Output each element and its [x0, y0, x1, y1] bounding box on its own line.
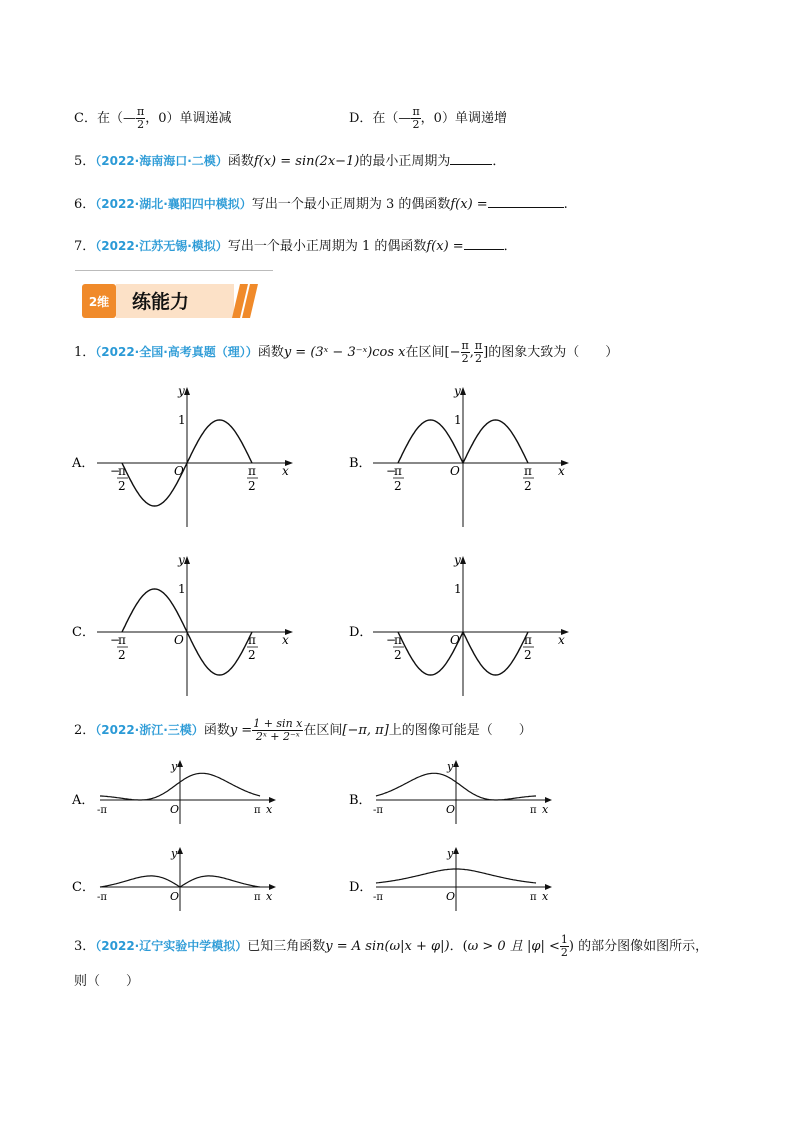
- math-expression: y = A sin(ω|x + φ|): [325, 939, 450, 955]
- tick-label-neg-pi: -π: [373, 805, 383, 816]
- option-c: [74, 106, 231, 131]
- y-axis-label: y: [171, 760, 178, 773]
- y-axis-arrow-icon: [177, 760, 183, 767]
- y-axis-arrow-icon: [460, 387, 466, 395]
- interval: [−π, π]: [342, 723, 389, 739]
- x-axis-label: x: [542, 890, 549, 903]
- question-text: 写出一个最小正周期为 3 的偶函数: [251, 197, 451, 212]
- tick-label-neg-pi: π: [394, 633, 402, 647]
- question-text: 的图象大致为（ ）: [488, 345, 619, 361]
- banner-stripes-icon: [228, 284, 258, 318]
- question-source: （2022·江苏无锡·模拟）: [95, 239, 228, 253]
- question-number: 1．: [74, 345, 96, 361]
- option-d-suffix: ，0）单调递增: [420, 111, 507, 127]
- option-c-prefix: C．在（—: [74, 111, 136, 127]
- tick-label-neg-pi: -π: [373, 892, 383, 903]
- question-source: （2022·海南海口·二模）: [95, 154, 228, 168]
- tick-label-two: 2: [394, 479, 402, 493]
- problem-2-graphs: [0, 752, 794, 917]
- interval-bracket: [−: [444, 345, 461, 361]
- tick-label-pi: π: [530, 892, 537, 903]
- frac-num: 1: [560, 933, 568, 946]
- x-axis-label: x: [542, 803, 549, 816]
- option-d: [349, 106, 507, 131]
- answer-blank[interactable]: [488, 195, 564, 208]
- frac-num: π: [461, 339, 469, 352]
- tick-label-one: 1: [454, 413, 462, 427]
- math-condition: ω > 0 且 |φ| <: [467, 939, 560, 955]
- y-axis-label: y: [178, 384, 185, 398]
- question-number: 5．: [74, 154, 96, 169]
- tick-label-pi: π: [530, 805, 537, 816]
- frac-den: 2: [474, 352, 482, 366]
- y-axis-arrow-icon: [453, 760, 459, 767]
- x-axis-label: x: [282, 633, 289, 647]
- question-number: 2．: [74, 723, 96, 739]
- question-7: [74, 235, 517, 254]
- frac-num: π: [474, 339, 483, 352]
- tick-label-two: 2: [118, 648, 126, 662]
- question-text: ．(: [449, 939, 468, 955]
- y-axis-label: y: [447, 847, 454, 860]
- fraction: [560, 934, 569, 959]
- origin-label: O: [174, 633, 184, 647]
- tick-label-neg-pi: -π: [97, 805, 107, 816]
- tick-label-neg-pi: π: [394, 464, 402, 478]
- x-axis-label: x: [282, 464, 289, 478]
- question-text: ) 的部分图像如图所示，: [568, 939, 709, 955]
- tick-label-one: 1: [454, 582, 462, 596]
- frac-num: 1 + sin x: [253, 717, 303, 730]
- x-axis-label: x: [266, 803, 273, 816]
- problem-3-line2: 则（ ）: [74, 974, 140, 989]
- question-number: 6．: [74, 197, 96, 212]
- fraction: [474, 340, 483, 365]
- tick-label-pi: π: [254, 892, 261, 903]
- x-axis-label: x: [558, 464, 565, 478]
- section-title: 练能力: [132, 291, 190, 313]
- math-expression: f(x) =: [450, 197, 488, 212]
- question-source: （2022·辽宁实验中学模拟）: [95, 939, 248, 954]
- tick-label-neg-pi: π: [118, 633, 126, 647]
- option-label: C．: [72, 880, 95, 895]
- tick-label-neg-pi: -π: [97, 892, 107, 903]
- frac-num: π: [412, 105, 420, 118]
- question-5: [74, 150, 505, 169]
- fraction: [461, 340, 470, 365]
- question-text: 在区间: [303, 723, 343, 739]
- math-expression: f(x) =: [426, 239, 464, 254]
- answer-blank[interactable]: [464, 237, 504, 250]
- question-source: （2022·湖北·襄阳四中模拟）: [95, 197, 252, 211]
- tick-minus-sign: −: [386, 633, 397, 647]
- question-text: 已知三角函数: [247, 939, 326, 955]
- question-text: 上的图像可能是（ ）: [388, 723, 532, 739]
- x-axis-label: x: [266, 890, 273, 903]
- fraction: [252, 718, 303, 743]
- frac-den: 2: [461, 352, 469, 366]
- frac-den: 2: [412, 118, 420, 132]
- question-text: 函数: [257, 345, 284, 361]
- option-d-prefix: D．在（—: [349, 111, 412, 127]
- question-text: .: [563, 197, 568, 212]
- frac-den: 2ˣ + 2⁻ˣ: [255, 730, 300, 744]
- section-badge: 2维: [82, 284, 116, 318]
- problem-1: [74, 340, 618, 365]
- question-6: [74, 193, 568, 212]
- option-label: B．: [349, 456, 372, 471]
- tick-label-two: 2: [248, 648, 256, 662]
- origin-label: O: [450, 464, 460, 478]
- frac-num: π: [136, 105, 145, 118]
- interval-comma: ,: [469, 345, 474, 361]
- tick-label-pi: π: [524, 633, 532, 647]
- option-label: C．: [72, 625, 95, 640]
- math-expression: y = (3ˣ − 3⁻ˣ)cos x: [283, 345, 406, 361]
- tick-label-neg-pi: π: [118, 464, 126, 478]
- tick-minus-sign: −: [110, 464, 121, 478]
- tick-label-two: 2: [524, 479, 532, 493]
- question-text: 的最小正周期为: [359, 154, 451, 169]
- tick-label-one: 1: [178, 413, 186, 427]
- question-text: 函数: [227, 154, 254, 169]
- y-axis-arrow-icon: [184, 387, 190, 395]
- question-text: 函数: [203, 723, 230, 739]
- y-axis-arrow-icon: [177, 847, 183, 854]
- option-label: A．: [72, 456, 95, 471]
- y-axis-arrow-icon: [460, 556, 466, 564]
- question-number: 3．: [74, 939, 96, 955]
- tick-label-one: 1: [178, 582, 186, 596]
- option-label: D．: [349, 880, 373, 895]
- y-axis-label: y: [178, 553, 185, 567]
- tick-label-two: 2: [394, 648, 402, 662]
- fraction: [136, 106, 145, 131]
- tick-label-two: 2: [118, 479, 126, 493]
- tick-label-two: 2: [248, 479, 256, 493]
- y-axis-label: y: [454, 384, 461, 398]
- origin-label: O: [170, 803, 180, 816]
- option-label: D．: [349, 625, 373, 640]
- origin-label: O: [174, 464, 184, 478]
- option-label: A．: [72, 793, 95, 808]
- question-text: ．: [503, 239, 517, 254]
- math-expression: y =: [229, 723, 253, 739]
- tick-minus-sign: −: [386, 464, 397, 478]
- question-source: （2022·全国·高考真题（理））: [95, 345, 258, 360]
- question-text: ．: [492, 154, 506, 169]
- interval-bracket: ]: [483, 345, 489, 361]
- answer-blank[interactable]: [450, 152, 492, 165]
- origin-label: O: [446, 890, 456, 903]
- tick-label-two: 2: [524, 648, 532, 662]
- y-axis-label: y: [171, 847, 178, 860]
- tick-label-pi: π: [248, 633, 256, 647]
- frac-den: 2: [560, 946, 568, 960]
- origin-label: O: [450, 633, 460, 647]
- y-axis-label: y: [454, 553, 461, 567]
- y-axis-arrow-icon: [184, 556, 190, 564]
- section-divider: [75, 270, 273, 271]
- option-label: B．: [349, 793, 372, 808]
- tick-label-pi: π: [248, 464, 256, 478]
- option-c-suffix: ，0）单调递减: [145, 111, 232, 127]
- math-expression: f(x) = sin(2x−1): [253, 154, 360, 169]
- problem-1-graphs: [0, 370, 794, 710]
- y-axis-arrow-icon: [453, 847, 459, 854]
- origin-label: O: [446, 803, 456, 816]
- x-axis-label: x: [558, 633, 565, 647]
- question-text: 写出一个最小正周期为 1 的偶函数: [227, 239, 427, 254]
- tick-label-pi: π: [524, 464, 532, 478]
- tick-minus-sign: −: [110, 633, 121, 647]
- fraction: [411, 106, 420, 131]
- question-number: 7．: [74, 239, 96, 254]
- y-axis-label: y: [447, 760, 454, 773]
- origin-label: O: [170, 890, 180, 903]
- frac-den: 2: [137, 118, 145, 132]
- tick-label-pi: π: [254, 805, 261, 816]
- question-source: （2022·浙江·三模）: [95, 723, 204, 738]
- problem-3: [74, 934, 708, 959]
- question-text: 在区间: [405, 345, 445, 361]
- problem-2: [74, 718, 532, 743]
